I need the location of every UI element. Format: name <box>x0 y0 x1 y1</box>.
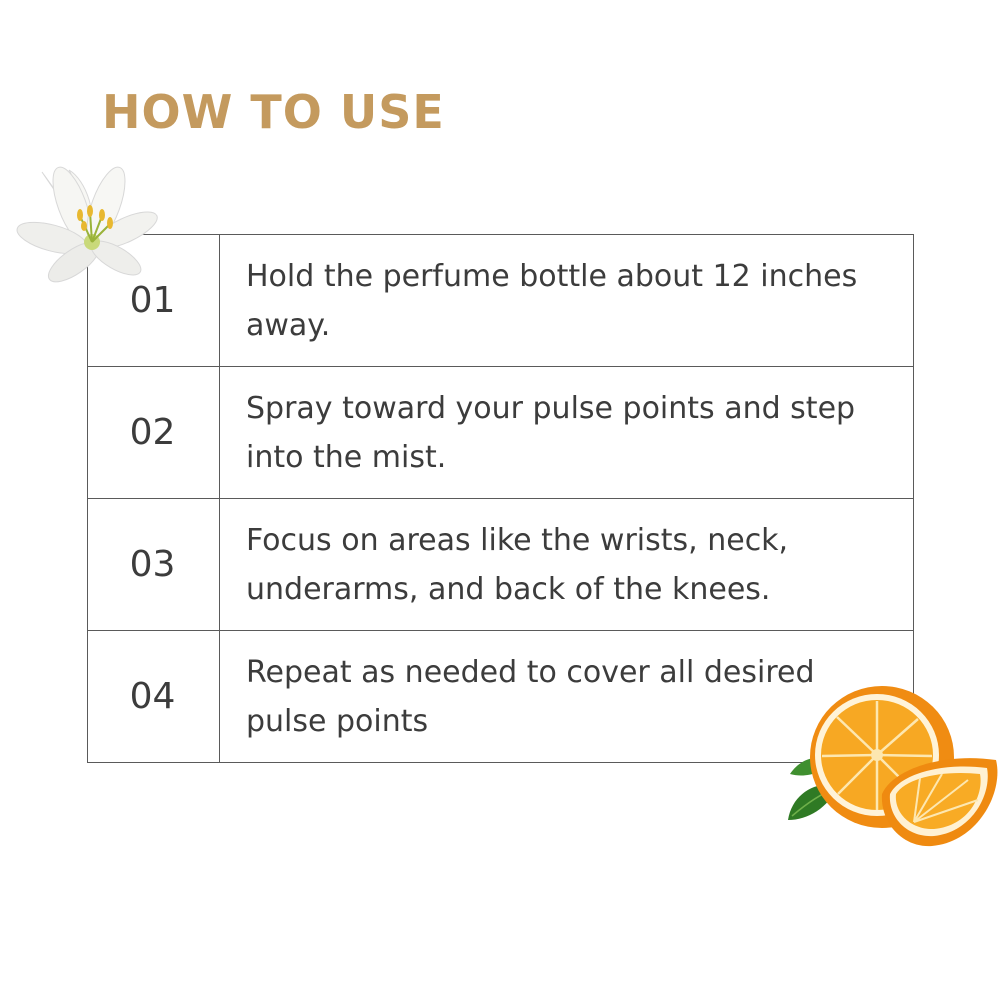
table-row <box>88 499 914 631</box>
step-text: Spray toward your pulse points and step into the mist. <box>220 367 914 499</box>
table-row <box>88 235 914 367</box>
step-number <box>88 631 220 763</box>
table-row <box>88 367 914 499</box>
step-text: Focus on areas like the wrists, neck, underarms, and back of the knees. <box>220 499 914 631</box>
step-number-label: 01 <box>129 280 176 321</box>
lily-flower-icon <box>14 160 164 290</box>
step-number <box>88 367 220 499</box>
step-number-label: 03 <box>129 544 176 585</box>
step-text: Hold the perfume bottle about 12 inches away. <box>220 235 914 367</box>
orange-slices-icon <box>782 682 1000 852</box>
step-number-label: 02 <box>129 412 176 453</box>
page-title: HOW TO USE <box>102 85 445 139</box>
step-text: Repeat as needed to cover all desired pulse points <box>220 631 914 763</box>
step-number <box>88 499 220 631</box>
step-number-label: 04 <box>129 676 176 717</box>
